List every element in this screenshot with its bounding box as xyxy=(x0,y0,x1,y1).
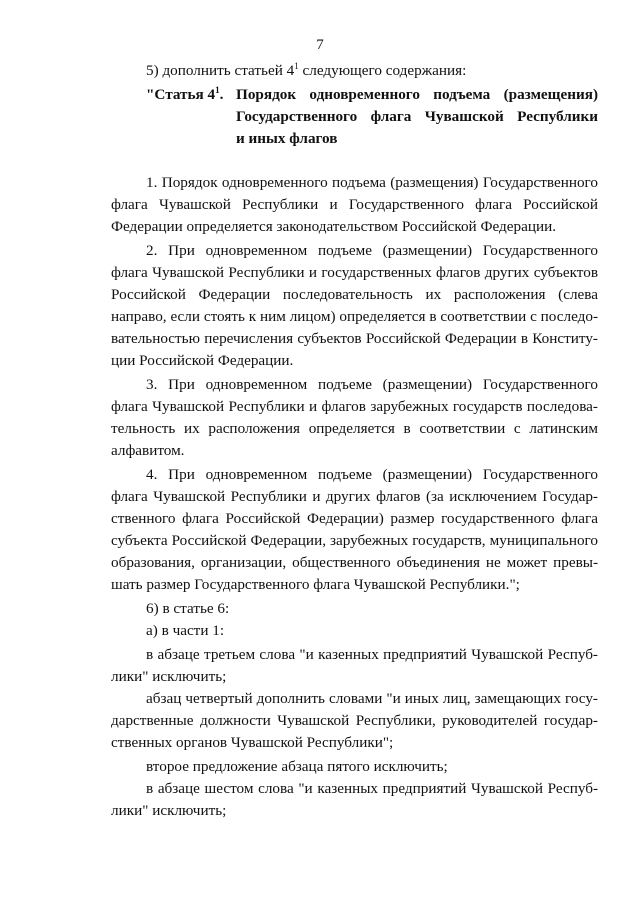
item-6-heading: 6) в статье 6: xyxy=(146,600,230,617)
paragraph-line: Федерации определяется законодательством Российской Федерации. xyxy=(111,218,557,235)
paragraph-line: 1. Порядок одновременного подъема (размещения) Государственного xyxy=(146,174,598,191)
article-label-suffix: . xyxy=(219,86,224,103)
paragraph-line: направо, если стоять к ним лицом) определяется в соответствии с последо- xyxy=(111,308,598,325)
subitem-a-heading: а) в части 1: xyxy=(146,622,225,639)
intro-superscript: 1 xyxy=(294,61,299,71)
paragraph-line: ции Российской Федерации. xyxy=(111,352,294,369)
intro-text-after: следующего содержания: xyxy=(298,62,467,79)
paragraph-line: флага Чувашской Республики и других флагов (за исключением Государ- xyxy=(111,488,598,505)
paragraph-line: Российской Федерации последовательность их расположения (слева xyxy=(111,286,598,303)
paragraph-line: 4. При одновременном подъеме (размещении) Государственного xyxy=(146,466,598,483)
paragraph-line: в абзаце шестом слова "и казенных предприятий Чувашской Респуб- xyxy=(146,780,598,797)
paragraph-line: тельность их расположения определяется в соответствии с латинским xyxy=(111,420,598,437)
paragraph-line: шать размер Государственного флага Чувашской Республики."; xyxy=(111,576,520,593)
paragraph-line: субъекта Российской Федерации, зарубежных государств, муниципального xyxy=(111,532,598,549)
paragraph-line: флага Чувашской Республики и Государственного флага Российской xyxy=(111,196,598,213)
article-title-line-3: и иных флагов xyxy=(236,130,338,147)
article-label-prefix: "Статья 4 xyxy=(146,86,216,103)
intro-text-before: 5) дополнить статьей 4 xyxy=(146,62,295,79)
paragraph-line: флага Чувашской Республики и флагов зарубежных государств последова- xyxy=(111,398,598,415)
paragraph-line: дарственные должности Чувашской Республики, руководителей государ- xyxy=(111,712,598,729)
paragraph-line: флага Чувашской Республики и государственных флагов других субъектов xyxy=(111,264,598,281)
article-title-line-1: Порядок одновременного подъема (размещения) xyxy=(236,86,598,103)
paragraph-abzac-5: второе предложение абзаца пятого исключить; xyxy=(146,758,448,775)
paragraph-line: образования, организации, общественного объединения не может превы- xyxy=(111,554,598,571)
paragraph-line: ственного флага Российской Федерации) размер государственного флага xyxy=(111,510,598,527)
article-label-superscript: 1 xyxy=(215,85,220,95)
paragraph-line: ственных органов Чувашской Республики"; xyxy=(111,734,394,751)
article-label xyxy=(146,84,223,106)
page-number: 7 xyxy=(316,37,324,53)
paragraph-line: 2. При одновременном подъеме (размещении) Государственного xyxy=(146,242,598,259)
paragraph-line: 3. При одновременном подъеме (размещении) Государственного xyxy=(146,376,598,393)
paragraph-line: лики" исключить; xyxy=(111,668,227,685)
paragraph-line: алфавитом. xyxy=(111,442,185,459)
intro-line xyxy=(146,60,466,82)
article-title-line-2: Государственного флага Чувашской Республики xyxy=(236,108,598,125)
paragraph-line: вательностью перечисления субъектов Российской Федерации в Конститу- xyxy=(111,330,598,347)
paragraph-line: лики" исключить; xyxy=(111,802,227,819)
paragraph-line: абзац четвертый дополнить словами "и иных лиц, замещающих госу- xyxy=(146,690,598,707)
paragraph-line: в абзаце третьем слова "и казенных предприятий Чувашской Респуб- xyxy=(146,646,598,663)
